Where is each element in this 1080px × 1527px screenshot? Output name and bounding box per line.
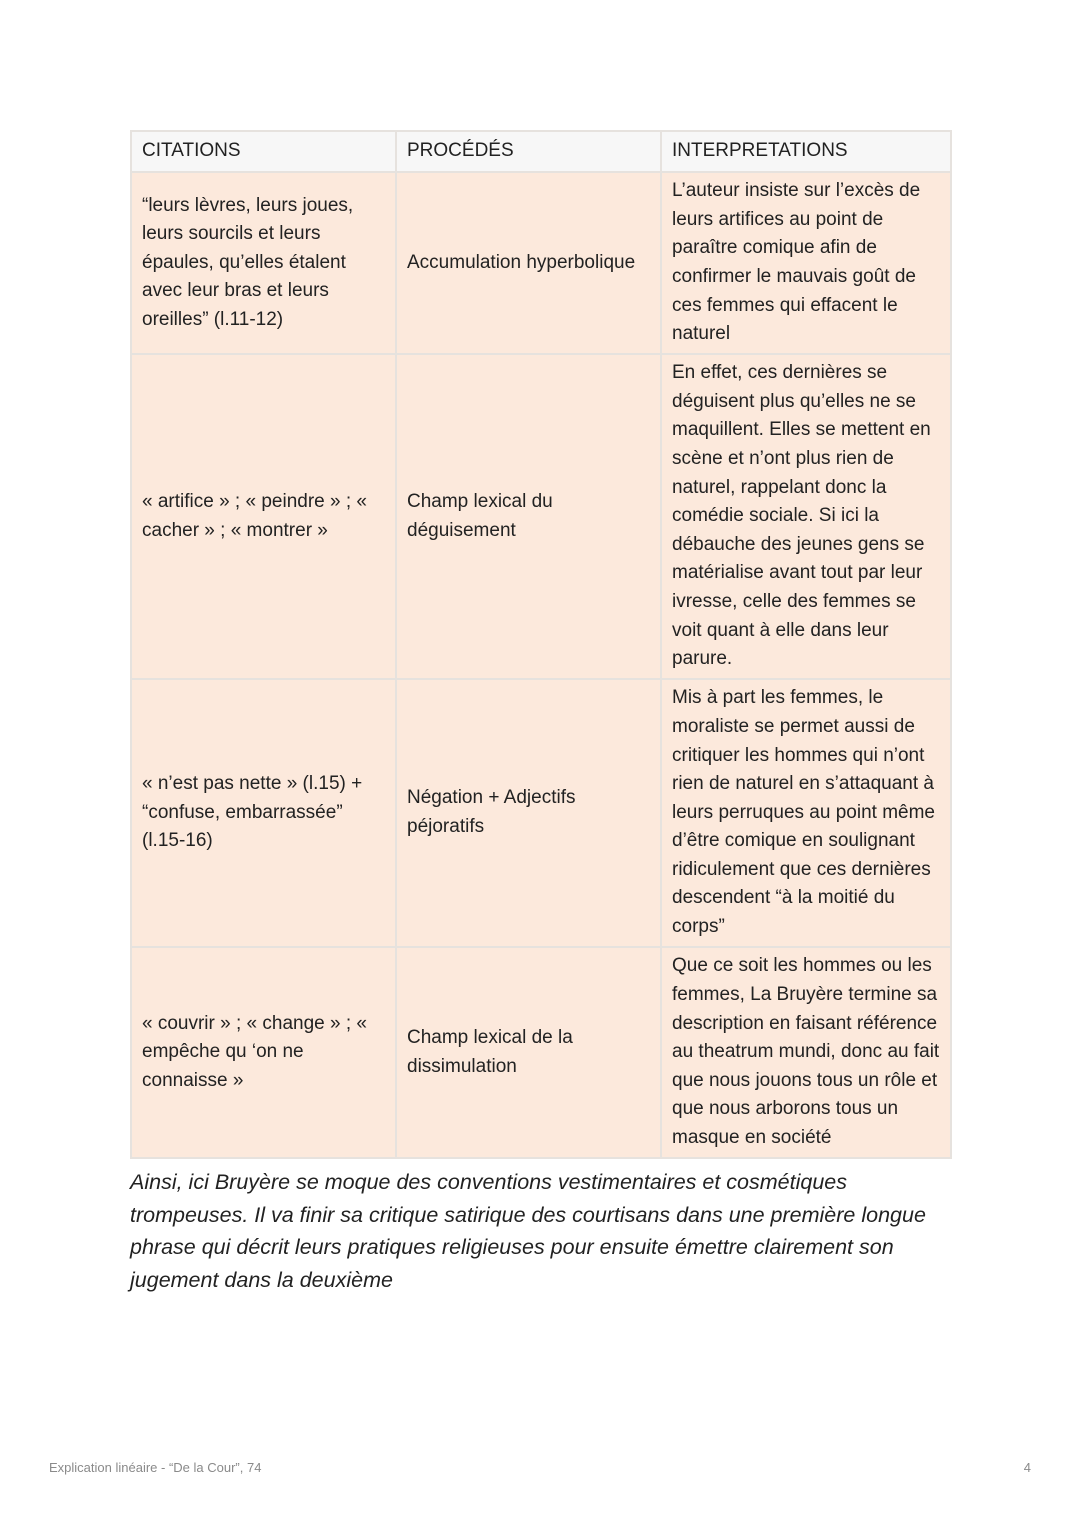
analysis-table bbox=[130, 130, 952, 1159]
table-row bbox=[131, 679, 951, 947]
interpretation-cell: Que ce soit les hommes ou les femmes, La Bruyère termine sa description en faisant référence au theatrum mundi, donc au fait que nous jouons tous un rôle et que nous arborons tous un masque en société bbox=[661, 947, 951, 1158]
conclusion-paragraph: Ainsi, ici Bruyère se moque des conventions vestimentaires et cosmétiques trompeuses. Il va finir sa critique satirique des courtisans dans une première longue phrase qui décrit leurs pratiques religieuses pour ensuite émettre clairement son jugement dans la deuxième bbox=[130, 1170, 926, 1292]
procede-cell: Négation + Adjectifs péjoratifs bbox=[396, 679, 661, 947]
table-row bbox=[131, 172, 951, 354]
interpretation-cell: En effet, ces dernières se déguisent plus qu’elles ne se maquillent. Elles se mettent en scène et n’ont plus rien de naturel, rappelant donc la comédie sociale. Si ici la débauche des jeunes gens se matérialise avant tout par leur ivresse, celle des femmes se voit quant à elle dans leur parure. bbox=[661, 354, 951, 679]
interpretation-cell: L’auteur insiste sur l’excès de leurs artifices au point de paraître comique afin de confirmer le mauvais goût de ces femmes qui effacent le naturel bbox=[661, 172, 951, 354]
header-procedes: PROCÉDÉS bbox=[396, 131, 661, 172]
citation-cell: « couvrir » ; « change » ; « empêche qu ‘on ne connaisse » bbox=[131, 947, 396, 1158]
interpretation-cell: Mis à part les femmes, le moraliste se permet aussi de critiquer les hommes qui n’ont rien de naturel en s’attaquant à leurs perruques au point même d’être comique en soulignant ridiculement que ces dernières descendent “à la moitié du corps” bbox=[661, 679, 951, 947]
table-header-row bbox=[131, 131, 951, 172]
table-row bbox=[131, 947, 951, 1158]
citation-cell: « artifice » ; « peindre » ; « cacher » ; « montrer » bbox=[131, 354, 396, 679]
table-row bbox=[131, 354, 951, 679]
footer-page-number: 4 bbox=[1023, 1460, 1031, 1475]
footer-document-title: Explication linéaire - “De la Cour”, 74 bbox=[49, 1460, 262, 1475]
citation-cell: “leurs lèvres, leurs joues, leurs sourcils et leurs épaules, qu’elles étalent avec leur bras et leurs oreilles” (l.11-12) bbox=[131, 172, 396, 354]
citation-cell: « n’est pas nette » (l.15) + “confuse, embarrassée” (l.15-16) bbox=[131, 679, 396, 947]
procede-cell: Champ lexical du déguisement bbox=[396, 354, 661, 679]
header-citations: CITATIONS bbox=[131, 131, 396, 172]
procede-cell: Champ lexical de la dissimulation bbox=[396, 947, 661, 1158]
procede-cell: Accumulation hyperbolique bbox=[396, 172, 661, 354]
header-interpretations: INTERPRETATIONS bbox=[661, 131, 951, 172]
